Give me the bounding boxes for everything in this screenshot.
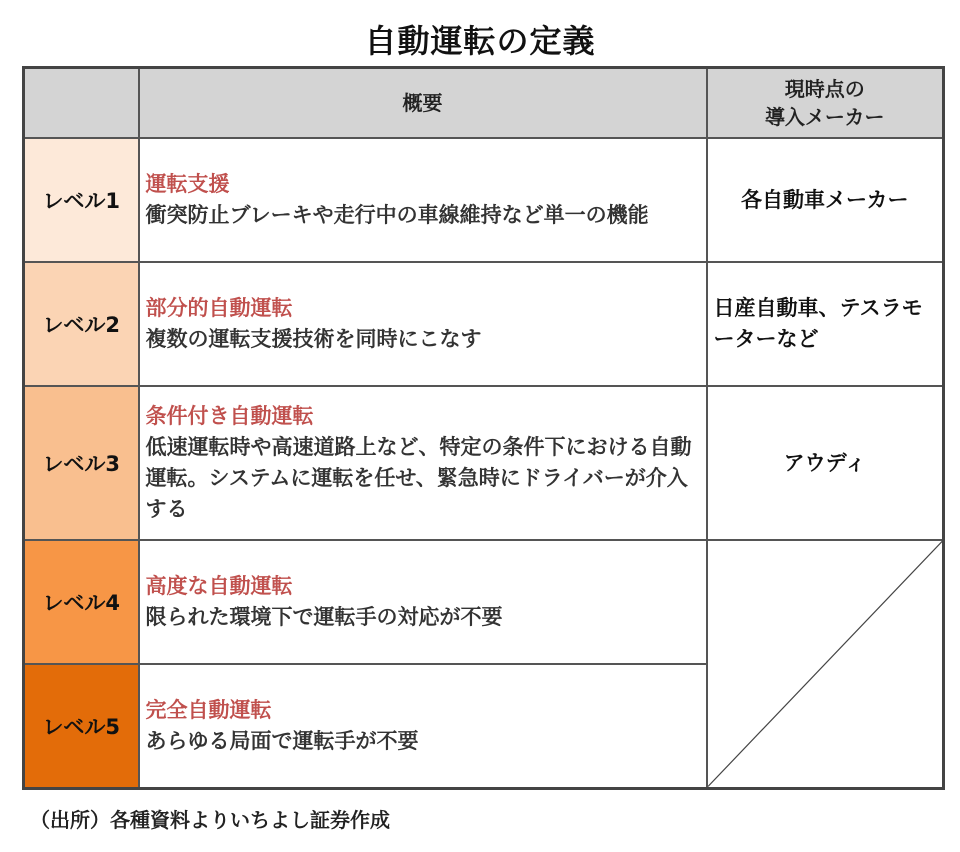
level-description — [139, 386, 707, 540]
level-description — [139, 664, 707, 788]
table-row-level4 — [24, 540, 944, 664]
maker-cell: アウディ — [707, 386, 944, 540]
diagonal-line — [708, 541, 943, 787]
level-body: 低速運転時や高速道路上など、特定の条件下における自動運転。システムに運転を任せ、緊急時にドライバーが介入する — [145, 435, 692, 521]
header-maker-line2: 導入メーカー — [764, 105, 885, 129]
page-title: 自動運転の定義 — [364, 22, 596, 60]
level-description — [139, 138, 707, 262]
header-maker — [707, 68, 944, 139]
level-description — [139, 540, 707, 664]
table-row-level2 — [24, 262, 944, 386]
level-heading: 部分的自動運転 — [145, 296, 293, 320]
source-note: （出所）各種資料よりいちよし証券作成 — [30, 808, 390, 832]
level-label: レベル4 — [24, 540, 139, 664]
maker-cell-empty-diagonal — [707, 540, 944, 788]
header-maker-line1: 現時点の — [784, 77, 865, 101]
level-body: 衝突防止ブレーキや走行中の車線維持など単一の機能 — [145, 203, 649, 227]
header-level-cell — [24, 68, 139, 139]
definition-table — [22, 66, 945, 790]
level-label: レベル3 — [24, 386, 139, 540]
level-heading: 運転支援 — [145, 172, 230, 196]
level-heading: 完全自動運転 — [145, 697, 272, 722]
maker-cell: 各自動車メーカー — [707, 138, 944, 262]
level-heading: 条件付き自動運転 — [145, 404, 314, 428]
maker-cell: 日産自動車、テスラモーターなど — [707, 262, 944, 386]
level-heading: 高度な自動運転 — [145, 574, 293, 598]
table-row-level3 — [24, 386, 944, 540]
header-overview: 概要 — [139, 68, 707, 139]
level-description — [139, 262, 707, 386]
level-label: レベル2 — [24, 262, 139, 386]
level-body: 限られた環境下で運転手の対応が不要 — [145, 605, 503, 629]
level-body: 複数の運転支援技術を同時にこなす — [145, 327, 482, 351]
level-label: レベル5 — [24, 664, 139, 788]
level-label: レベル1 — [24, 138, 139, 262]
table-row-level1 — [24, 138, 944, 262]
table-header-row — [24, 68, 944, 139]
level-body: あらゆる局面で運転手が不要 — [145, 728, 419, 753]
